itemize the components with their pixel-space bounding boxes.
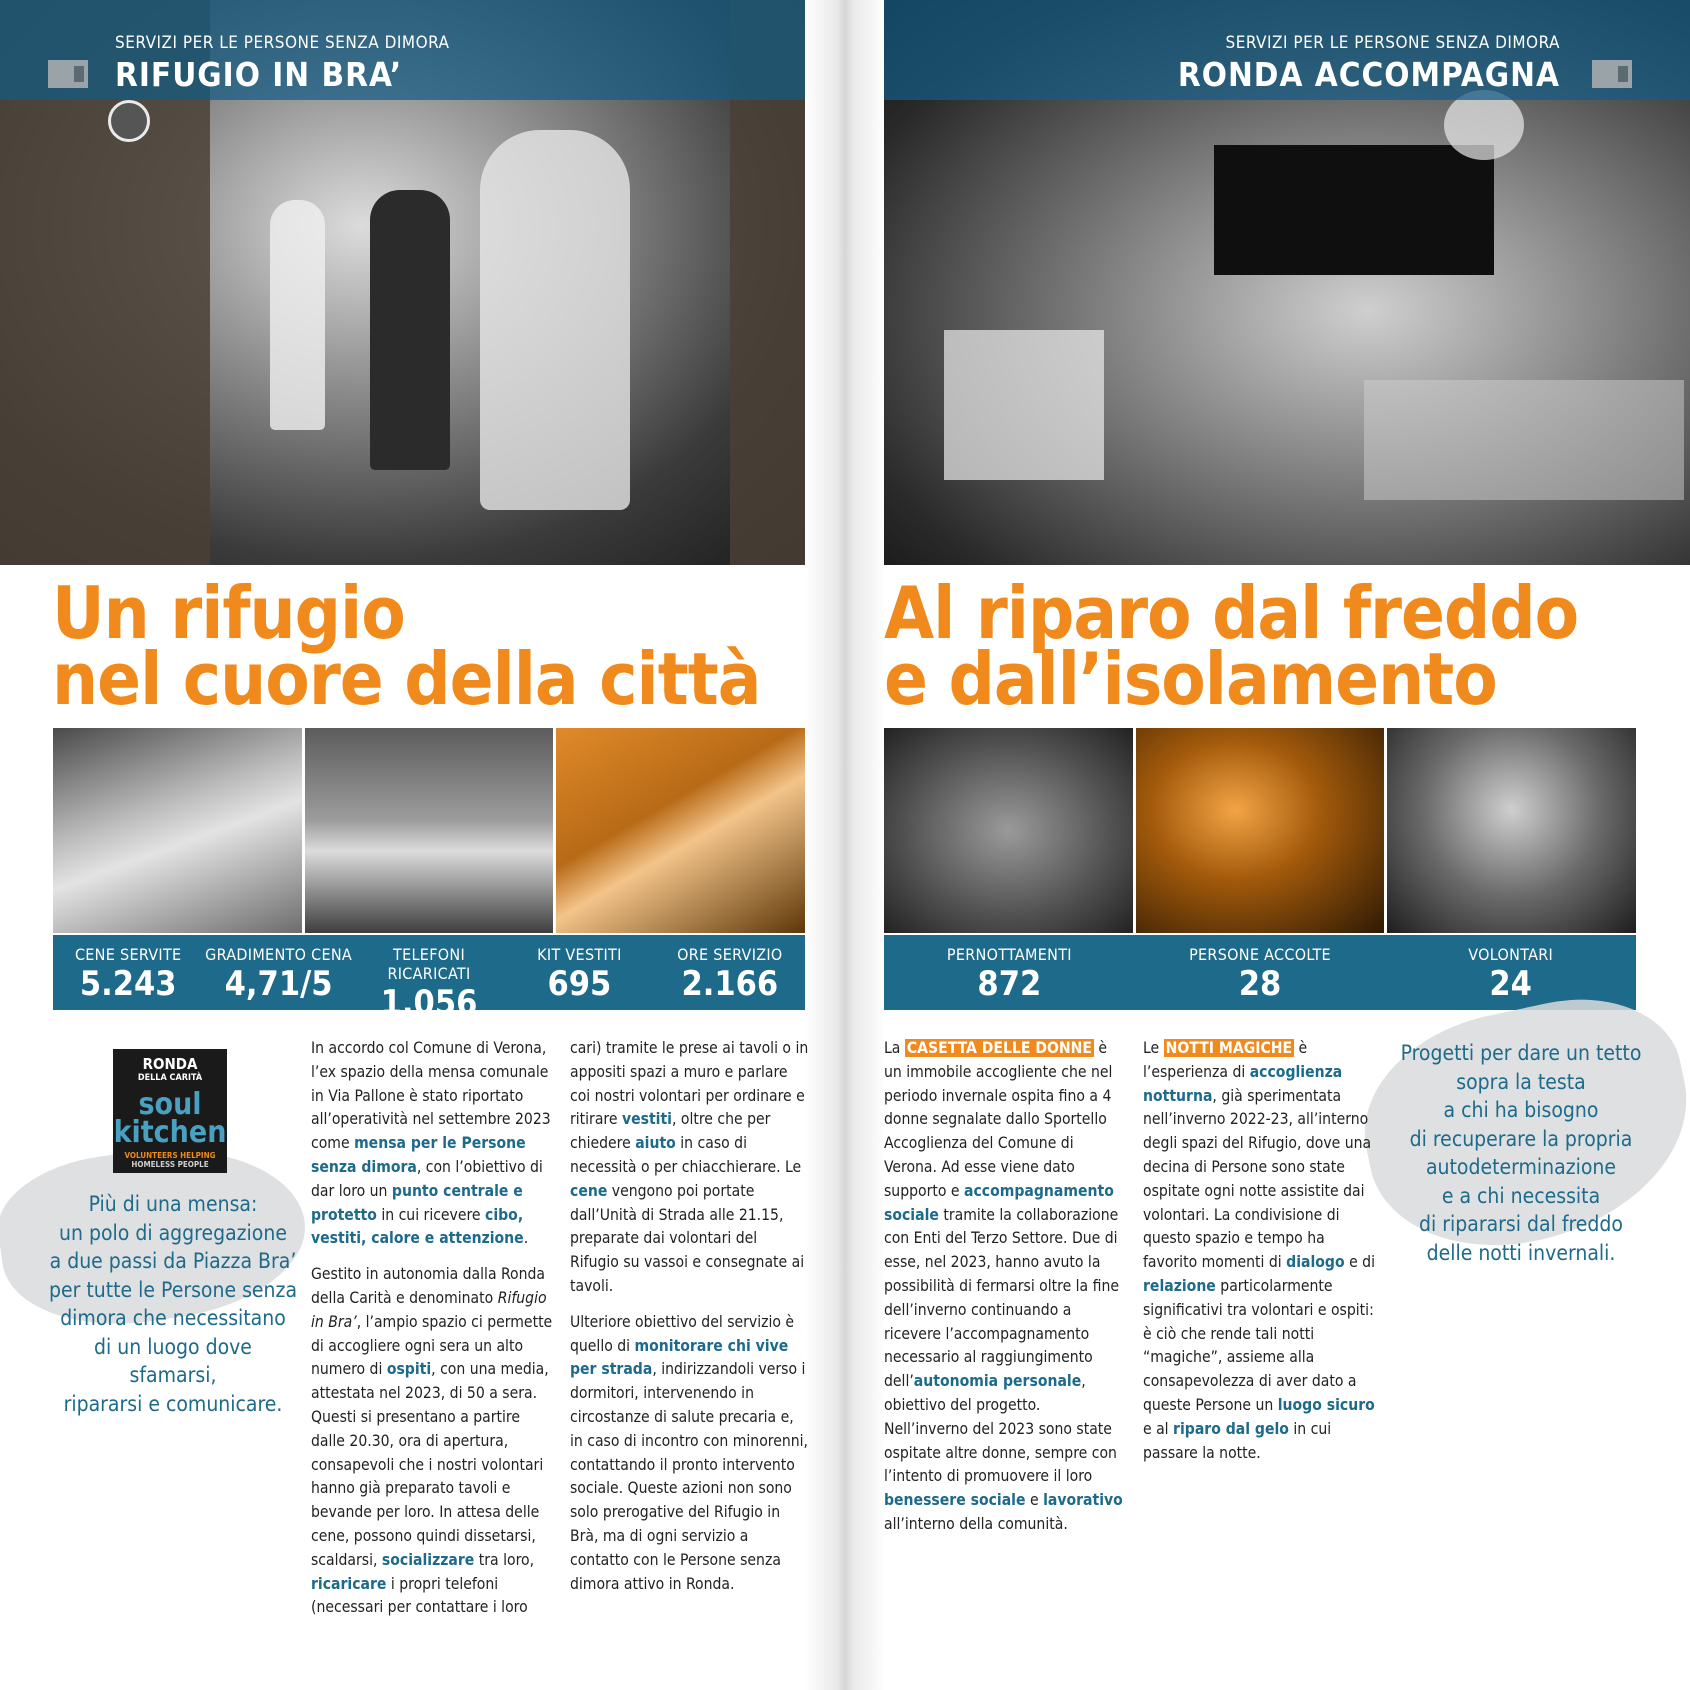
stat-item: CENE SERVITE 5.243 [74,945,182,1004]
body-column-2 [570,1037,810,1608]
body-column-1 [311,1037,555,1632]
left-photo-strip [53,728,805,933]
stat-item: PERNOTTAMENTI 872 [946,945,1072,1004]
photo-meal-tray [53,728,302,933]
stat-item: TELEFONI RICARICATI 1.056 [380,945,478,1023]
photo-casetta-room [884,728,1133,933]
paragraph: Gestito in autonomia dalla Ronda della Carità e denominato Rifugio in Bra’, l’ampio spazio ci permette di accogliere ogni sera un alto numero di ospiti, con una media, attestata nel 2023, di 50 a sera. Questi si presentano a partire dalle 20.30, ora di apertura, consapevoli che i nostri volontari hanno già preparato tavoli e bevande per loro. In attesa delle cene, possono quindi dissetarsi, scaldarsi, socializzare tra loro, ricaricare i propri telefoni (necessari per contattare i loro [311,1265,553,1617]
photo-ronda-van [305,728,554,933]
photo-volunteer-writing [556,728,805,933]
paragraph: Ulteriore obiettivo del servizio è quello di monitorare chi vive per strada, indirizzandoli verso i dormitori, intervenendo in circostanze di salute precaria e, in caso di incontro con minorenni, contattando il pronto intervento sociale. Queste azioni non sono solo prerogative del Rifugio in Brà, ma di ogni servizio a contatto con le Persone senza dimora attivo in Ronda. [570,1312,808,1593]
paragraph: La CASETTA DELLE DONNE è un immobile accogliente che nel periodo invernale ospita fino a 4 donne segnalate dallo Sportello Accoglienza del Comune di Verona. Ad esse viene dato supporto e accompagnamento sociale tramite la collaborazione con Enti del Terzo Settore. Due di esse, nel 2023, hanno avuto la possibilità di fermarsi oltre la fine dell’inverno continuando a ricevere l’accompagnamento necessario al raggiungimento dell’autonomia personale, obiettivo del progetto. Nell’inverno del 2023 sono state ospitate altre donne, sempre con l’intento di promuovere il loro benessere sociale e lavorativo all’interno della comunità. [884,1039,1123,1533]
right-kicker: SERVIZI PER LE PERSONE SENZA DIMORA [1225,33,1560,53]
left-header [0,0,805,100]
stat-item: PERSONE ACCOLTE 28 [1189,945,1331,1004]
right-title-line-1: Al riparo dal freddo [884,571,1579,655]
book-spine [805,0,885,1690]
section-marker-icon [48,60,88,88]
right-stats-bar [884,935,1636,1010]
stat-item: GRADIMENTO CENA 4,71/5 [205,945,353,1004]
section-marker-icon [1592,60,1632,88]
right-header [884,0,1690,100]
left-title-line-1: Un rifugio [52,571,405,655]
stat-item: KIT VESTITI 695 [537,945,622,1004]
body-column-3 [884,1037,1124,1549]
right-title-line-2: e dall’isolamento [884,637,1497,721]
paragraph: cari) tramite le prese ai tavoli o in appositi spazi a muro e parlare coi nostri volontari per ordinare e ritirare vestiti, oltre che per chiedere aiuto in caso di necessità o per chiacchierare. Le cene vengono poi portate dall’Unità di Strada alle 21.15, preparate dai volontari del Rifugio su vassoi e consegnate ai tavoli. [570,1039,809,1295]
right-page-title [884,571,1579,721]
left-title-line-2: nel cuore della città [52,637,761,721]
paragraph: Le NOTTI MAGICHE è l’esperienza di accoglienza notturna, già sperimentata nell’inverno 2022-23, all’interno degli spazi del Rifugio, dove una decina di Persone sono state ospitate ogni notte assistite dai volontari. La condivisione di questo spazio e tempo ha favorito momenti di dialogo e di relazione particolarmente significativi tra volontari e ospiti: è ciò che rende tali notti “magiche”, assieme alla consapevolezza di aver dato a queste Persone un luogo sicuro e al riparo dal gelo in cui passare la notte. [1143,1039,1375,1462]
left-page-title [52,571,761,721]
body-column-4 [1143,1037,1383,1477]
soul-kitchen-logo: RONDA DELLA CARITÀ soul kitchen VOLUNTEERS HELPING HOMELESS PEOPLE [113,1049,227,1173]
municipal-seal-icon [108,100,150,142]
paragraph: In accordo col Comune di Verona, l’ex spazio della mensa comunale in Via Pallone è stato riportato all’operatività nel settembre 2023 come mensa per le Persone senza dimora, con l’obiettivo di dar loro un punto centrale e protetto in cui ricevere cibo, vestiti, calore e attenzione. [311,1039,551,1248]
left-stats-bar [53,935,805,1023]
photo-night-lamp [1136,728,1385,933]
left-section-title: RIFUGIO IN BRA’ [115,55,403,94]
stat-item: ORE SERVIZIO 2.166 [677,945,783,1004]
left-kicker: SERVIZI PER LE PERSONE SENZA DIMORA [115,33,450,53]
right-pull-quote: Progetti per dare un tetto sopra la testa a chi ha bisogno di recuperare la propria autodeterminazione e a chi necessita di ripararsi dal freddo delle notti invernali. [1400,1041,1642,1265]
right-photo-strip [884,728,1636,933]
photo-night-hall [1387,728,1636,933]
right-section-title: RONDA ACCOMPAGNA [1177,55,1560,94]
left-pull-quote: Più di una mensa: un polo di aggregazione a due passi da Piazza Bra’ per tutte le Persone senza dimora che necessitano di un luogo dove sfamarsi, ripararsi e comunicare. [48,1192,298,1416]
stat-item: VOLONTARI 24 [1468,945,1554,1004]
